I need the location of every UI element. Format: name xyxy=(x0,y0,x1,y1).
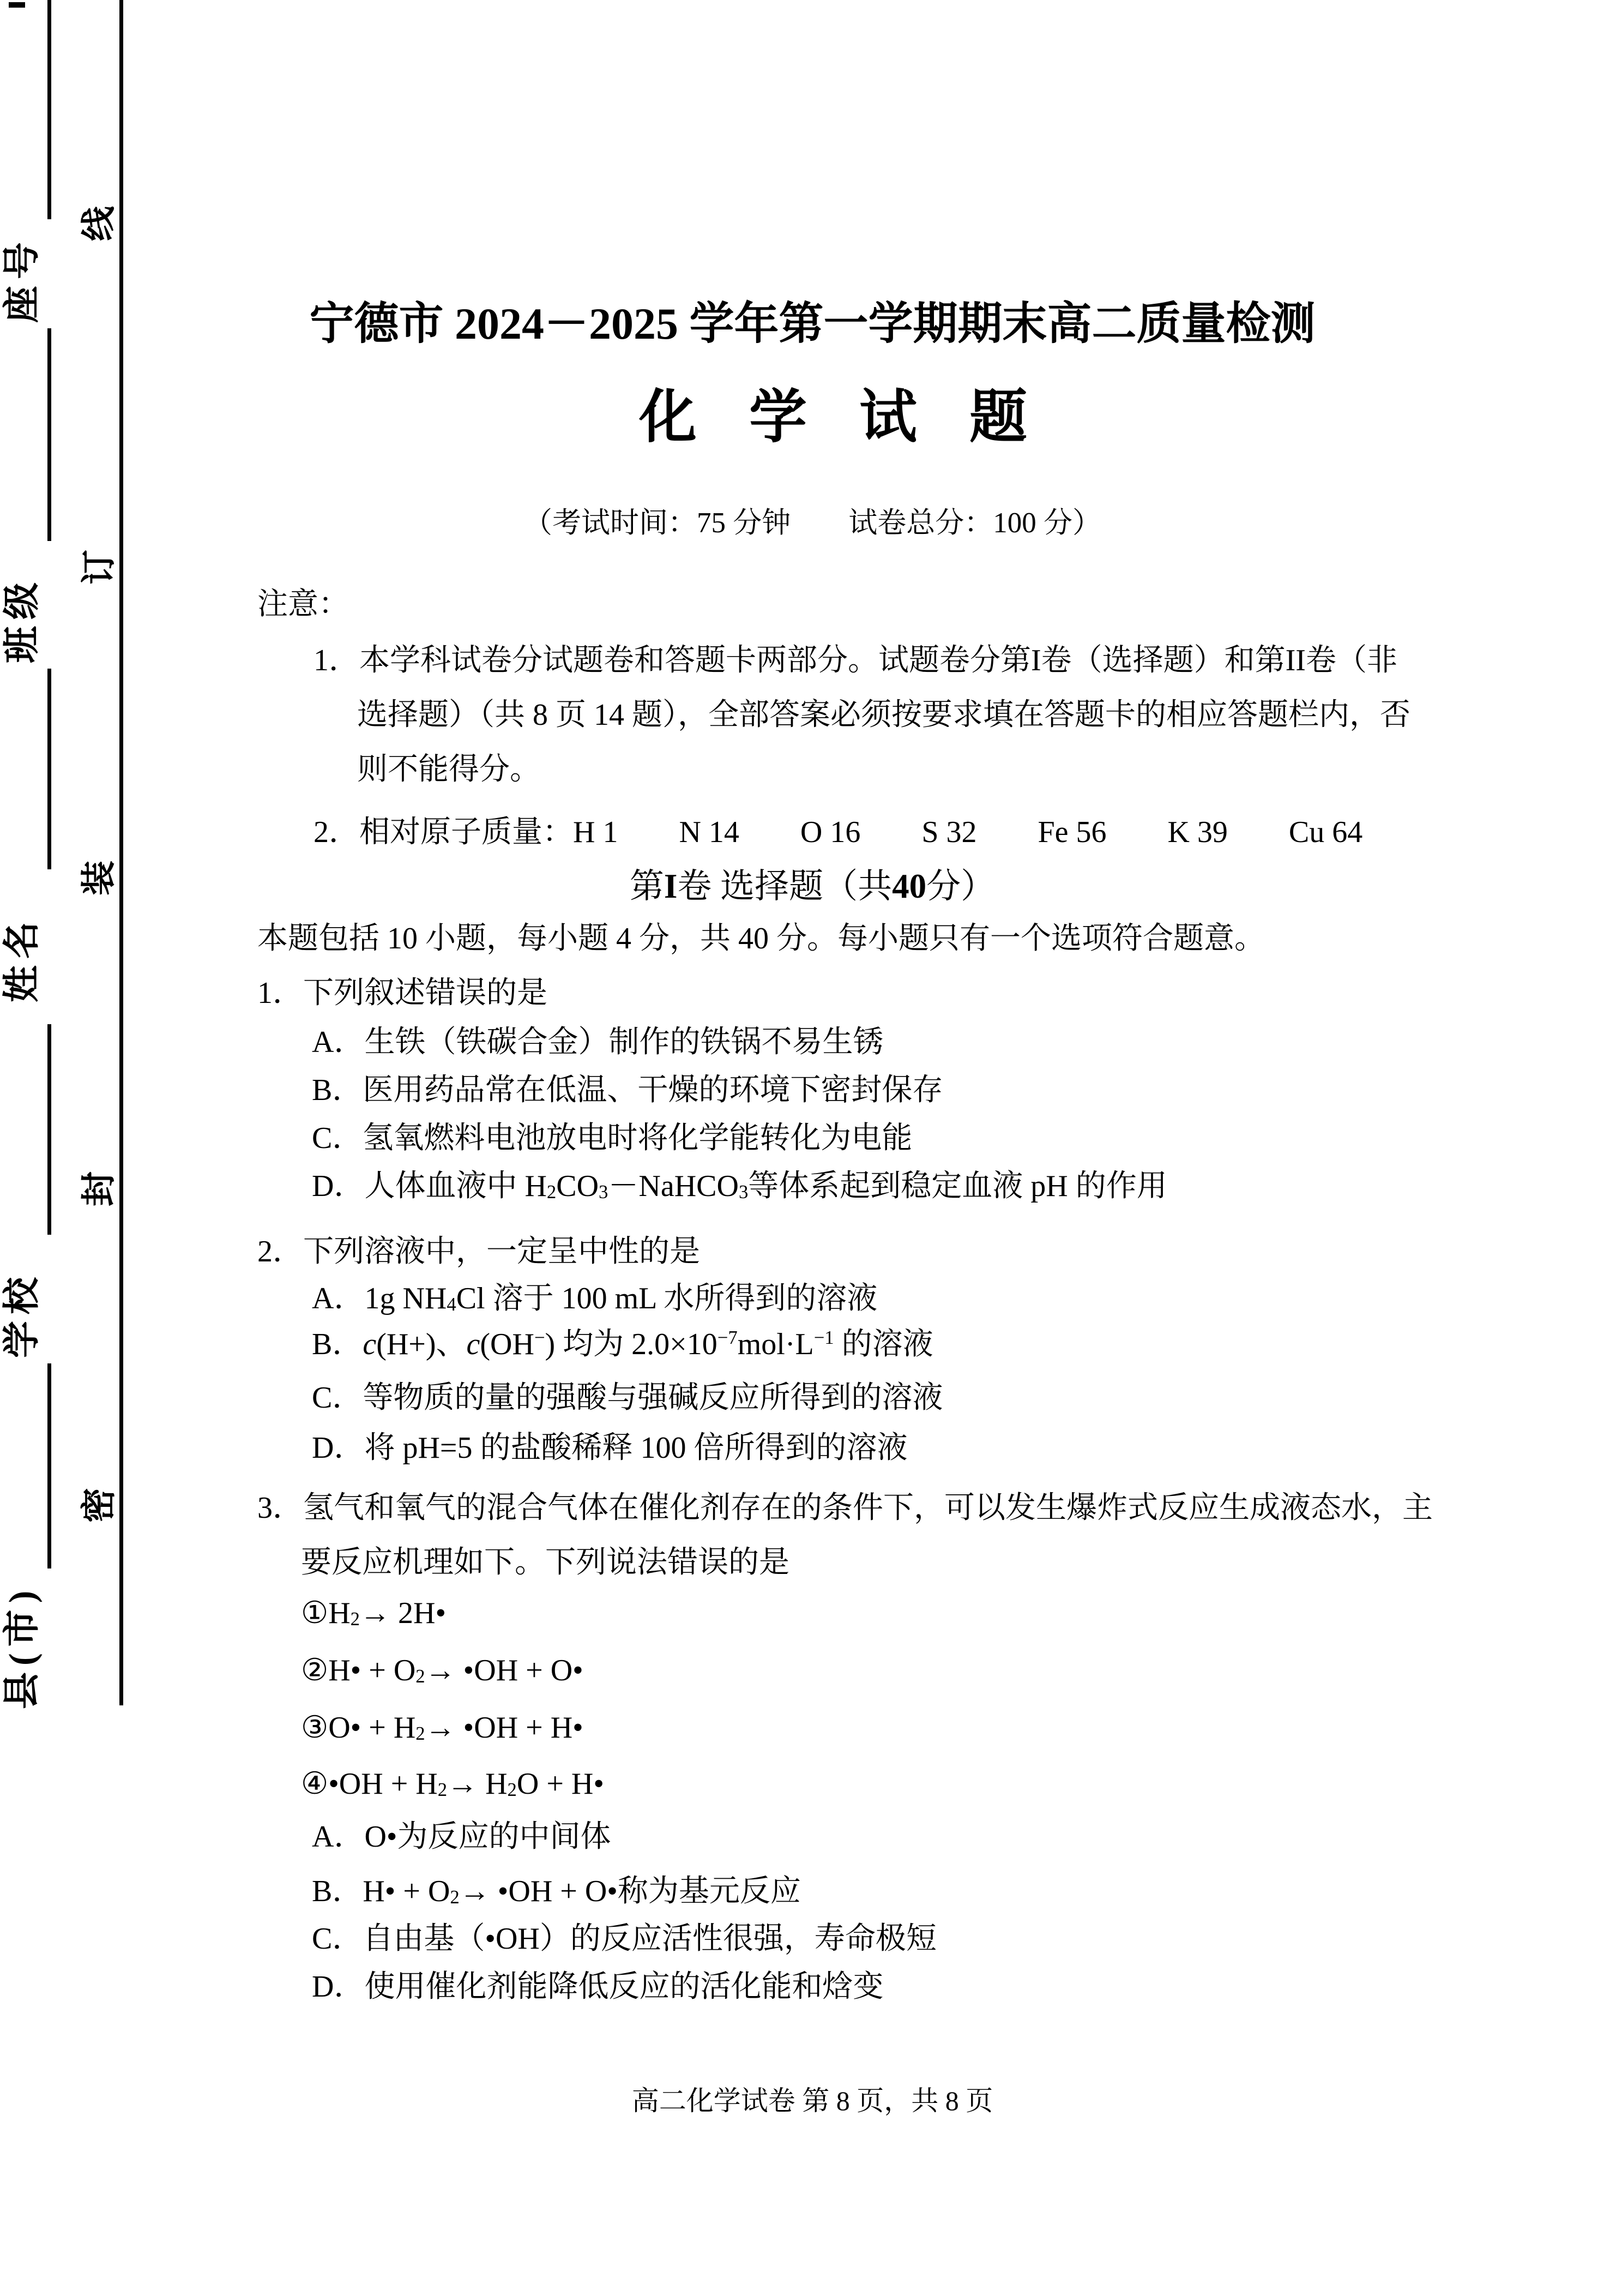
heading-score: 40 xyxy=(892,867,927,905)
question-3-option-a: A．O•为反应的中间体 xyxy=(312,1820,611,1854)
question-3-stem-line-2: 要反应机理如下。下列说法错误的是 xyxy=(301,1546,789,1579)
seal-line-char-feng: 封 xyxy=(80,1171,118,1206)
question-2-stem: 2．下列溶液中，一定呈中性的是 xyxy=(257,1235,700,1269)
student-field-class: 班级 xyxy=(1,575,43,663)
section-1-heading xyxy=(164,866,1461,907)
question-2-option-d: D．将 pH=5 的盐酸稀释 100 倍所得到的溶液 xyxy=(312,1431,908,1465)
field-blank-line xyxy=(47,1363,51,1568)
field-blank-line xyxy=(47,0,51,219)
seal-line-char-ding: 订 xyxy=(80,550,118,585)
notice-item-1-line-2: 选择题）（共 8 页 14 题），全部答案必须按要求填在答题卡的相应答题栏内，否 xyxy=(357,698,1410,732)
notice-label: 注意： xyxy=(257,587,349,621)
student-field-name: 姓名 xyxy=(1,915,43,1002)
question-2-option-b: B．c(H+)、c(OH−) 均为 $2.0\times 10^{-7}mol\cdot L^{-1}$ 的溶液 xyxy=(312,1326,933,1361)
exam-title: 宁德市 2024－2025 学年第一学期期末高二质量检测 xyxy=(309,299,1316,348)
heading-text: 卷 选择题（共 xyxy=(677,867,893,905)
question-1-option-a: A．生铁（铁碳合金）制作的铁锅不易生锈 xyxy=(312,1025,884,1059)
seal-line-char-zhuang: 装 xyxy=(80,861,118,895)
student-field-county: 县(市) xyxy=(1,1584,43,1709)
field-blank-line xyxy=(47,328,51,541)
seal-line-char-mi: 密 xyxy=(80,1488,118,1523)
notice-item-1-line-3: 则不能得分。 xyxy=(357,753,540,786)
student-field-seat-number: 座号 xyxy=(1,235,43,323)
seal-line-char-xian: 线 xyxy=(80,206,118,241)
heading-text: 第 xyxy=(629,867,664,905)
field-blank-line xyxy=(47,1024,51,1235)
exam-meta: （考试时间：75 分钟 试卷总分：100 分） xyxy=(523,507,1101,539)
notice-item-1-line-1: 1．本学科试卷分试题卷和答题卡两部分。试题卷分第I卷（选择题）和第II卷（非 xyxy=(313,644,1397,677)
question-1-option-d: D．人体血液中 $H_2CO_3-NaHCO_3$等体系起到稳定血液 pH 的作用 xyxy=(312,1169,1167,1203)
question-3-stem-line-1: 3．氢气和氧气的混合气体在催化剂存在的条件下，可以发生爆炸式反应生成液态水，主 xyxy=(257,1491,1433,1525)
question-1-stem: 1．下列叙述错误的是 xyxy=(257,976,547,1010)
corner-mark xyxy=(9,2,25,8)
subject-title: 化学试题 xyxy=(639,386,1080,449)
question-1-option-b: B．医用药品常在低温、干燥的环境下密封保存 xyxy=(312,1073,943,1107)
question-3-mechanism-step-4: ④•OH + $H_2\to H_2O$ + H• xyxy=(301,1767,604,1801)
field-blank-line xyxy=(47,669,51,869)
student-field-school: 学校 xyxy=(1,1270,43,1358)
question-3-option-b: B．H• + $O_2\to$ •OH + O•称为基元反应 xyxy=(312,1874,801,1908)
page-footer: 高二化学试卷 第 8 页，共 8 页 xyxy=(631,2085,993,2116)
question-3-mechanism-step-1: $①H_2\to$ 2H• xyxy=(301,1596,447,1630)
question-1-option-c: C．氢氧燃料电池放电时将化学能转化为电能 xyxy=(312,1121,913,1155)
heading-roman-numeral: I xyxy=(664,867,678,905)
heading-text: 分） xyxy=(926,867,996,905)
section-1-intro: 本题包括 10 小题，每小题 4 分，共 40 分。每小题只有一个选项符合题意。 xyxy=(257,922,1265,955)
question-2-option-c: C．等物质的量的强酸与强碱反应所得到的溶液 xyxy=(312,1381,943,1415)
question-2-option-a: A．1g $NH_4Cl$ 溶于 100 mL 水所得到的溶液 xyxy=(312,1282,878,1315)
notice-item-2: 2．相对原子质量：H 1 N 14 O 16 S 32 Fe 56 K 39 Cu 64 xyxy=(313,815,1363,849)
question-3-mechanism-step-2: ②H• + $O_2\to$ •OH + O• xyxy=(301,1654,583,1687)
question-3-option-c: C．自由基（•OH）的反应活性很强，寿命极短 xyxy=(312,1922,937,1956)
question-3-option-d: D．使用催化剂能降低反应的活化能和焓变 xyxy=(312,1970,884,2004)
binding-line xyxy=(119,0,123,1705)
question-3-mechanism-step-3: ③O• + $H_2\to$ •OH + H• xyxy=(301,1711,583,1745)
